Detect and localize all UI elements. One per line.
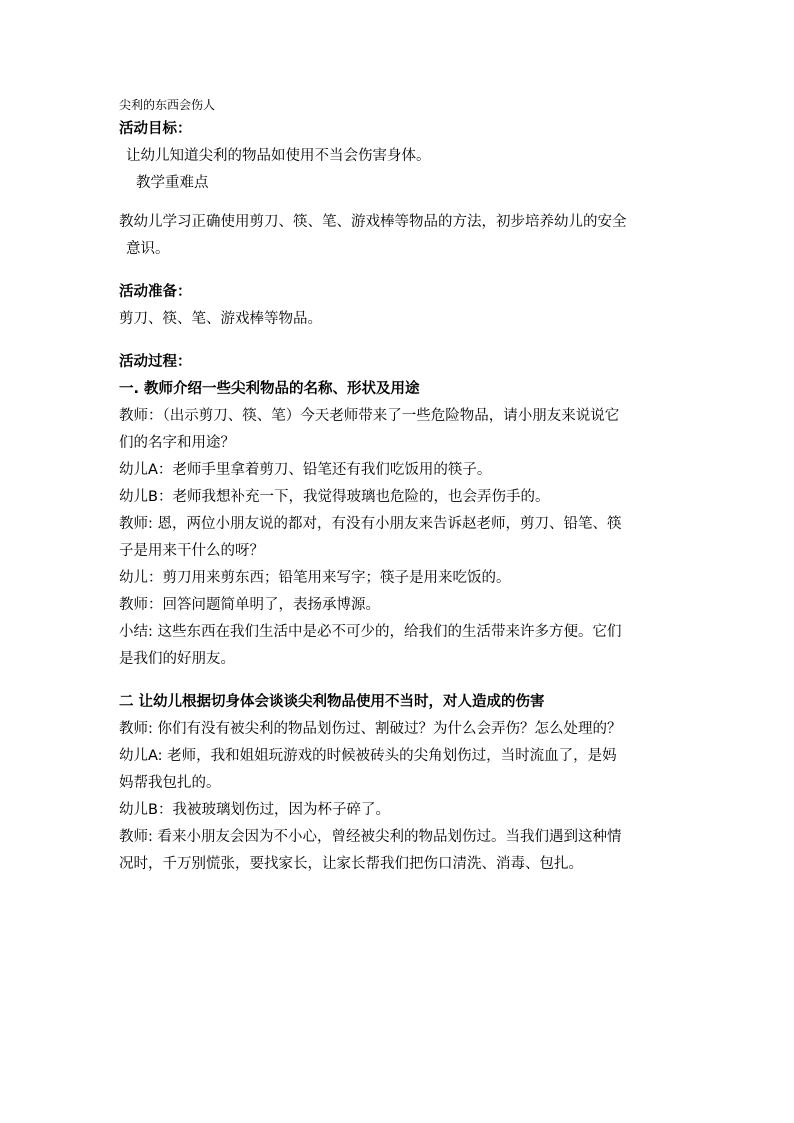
document-body — [119, 96, 679, 878]
prep-heading: 活动准备： — [119, 284, 192, 300]
keypoint-line-2: 意识。 — [126, 241, 170, 257]
section-1-line: 幼儿：剪刀用来剪东西；铅笔用来写字；筷子是用来吃饭的。 — [119, 570, 511, 586]
section-2-line: 幼儿A: 老师，我和姐姐玩游戏的时候被砖头的尖角划伤过，当时流血了，是妈 — [119, 748, 617, 764]
document-title: 尖利的东西会伤人 — [119, 98, 216, 112]
spacer — [119, 197, 679, 209]
section-2-line: 教师: 你们有没有被尖利的物品划伤过、割破过？为什么会弄伤？怎么处理的？ — [119, 721, 622, 737]
section-1-line: 们的名字和用途？ — [119, 435, 235, 451]
section-2-line: 妈帮我包扎的。 — [119, 775, 221, 791]
keypoint-line-1: 教幼儿学习正确使用剪刀、筷、笔、游戏棒等物品的方法，初步培养幼儿的安全 — [119, 214, 627, 230]
goal-text: 让幼儿知道尖利的物品如使用不当会伤害身体。 — [126, 148, 431, 164]
goal-heading: 活动目标： — [119, 121, 192, 137]
section-2-heading: 二 让幼儿根据切身体会谈谈尖利物品使用不当时，对人造成的伤害 — [119, 694, 545, 710]
section-1-line: 教师：回答问题简单明了，表扬承博源。 — [119, 597, 380, 613]
section-2-line: 况时，千万别慌张，要找家长，让家长帮我们把伤口清洗、消毒、包扎。 — [119, 856, 583, 872]
section-1-heading: 一. 教师介绍一些尖利物品的名称、形状及用途 — [119, 381, 420, 397]
section-1-line: 教师: 恩，两位小朋友说的都对，有没有小朋友来告诉赵老师，剪刀、铅笔、筷 — [119, 516, 622, 532]
section-1-line: 幼儿B：老师我想补充一下，我觉得玻璃也危险的，也会弄伤手的。 — [119, 489, 550, 505]
section-2-line: 教师: 看来小朋友会因为不小心，曾经被尖利的物品划伤过。当我们遇到这种情 — [119, 829, 622, 845]
section-1-line: 子是用来干什么的呀？ — [119, 543, 264, 559]
spacer — [119, 333, 679, 349]
keypoint-heading: 教学重难点 — [136, 175, 209, 191]
prep-text: 剪刀、筷、笔、游戏棒等物品。 — [119, 311, 322, 327]
section-1-line: 教师：（出示剪刀、筷、笔）今天老师带来了一些危险物品，请小朋友来说说它 — [119, 408, 620, 424]
process-heading: 活动过程： — [119, 354, 192, 370]
section-1-line: 幼儿A：老师手里拿着剪刀、铅笔还有我们吃饭用的筷子。 — [119, 462, 492, 478]
spacer — [119, 263, 679, 279]
section-1-line: 小结: 这些东西在我们生活中是必不可少的，给我们的生活带来许多方便。它们 — [119, 624, 622, 640]
section-1-line: 是我们的好朋友。 — [119, 651, 235, 667]
section-2-line: 幼儿B：我被玻璃划伤过，因为杯子碎了。 — [119, 802, 390, 818]
spacer — [119, 673, 679, 689]
